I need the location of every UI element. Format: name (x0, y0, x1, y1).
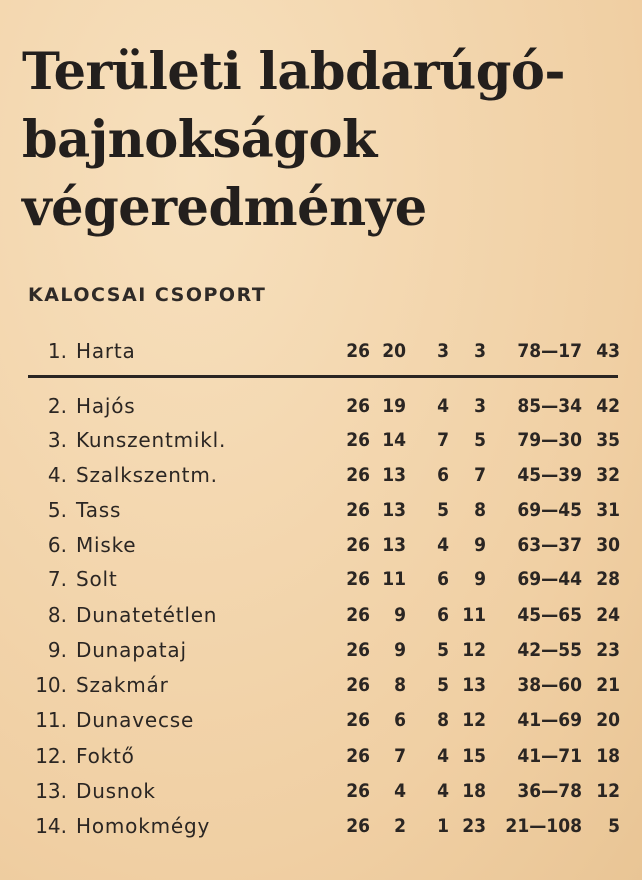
team-rank: 8. (47, 603, 67, 627)
drawn-count: 6 (437, 604, 449, 626)
won-count: 14 (382, 429, 406, 451)
played-count: 26 (346, 674, 370, 696)
team-name: Dunavecse (76, 708, 195, 732)
team-name: Szalkszentm. (76, 463, 218, 487)
lost-count: 13 (462, 674, 486, 696)
lost-count: 7 (474, 464, 486, 486)
won-count: 2 (394, 815, 406, 837)
points-count: 23 (596, 639, 620, 661)
lost-count: 3 (474, 395, 486, 417)
played-count: 26 (346, 780, 370, 802)
points-count: 31 (596, 499, 620, 521)
goal-ratio: 42—55 (517, 639, 582, 661)
team-name: Solt (76, 567, 118, 591)
team-name: Miske (76, 533, 137, 557)
won-count: 4 (394, 780, 406, 802)
title-line: Területi labdarúgó- (22, 42, 566, 102)
played-count: 26 (346, 815, 370, 837)
played-count: 26 (346, 709, 370, 731)
drawn-count: 5 (437, 674, 449, 696)
played-count: 26 (346, 639, 370, 661)
table-divider (28, 375, 618, 378)
points-count: 21 (596, 674, 620, 696)
team-rank: 9. (47, 638, 67, 662)
won-count: 11 (382, 568, 406, 590)
team-name: Tass (76, 498, 122, 522)
points-count: 24 (596, 604, 620, 626)
goal-ratio: 63—37 (517, 534, 582, 556)
lost-count: 5 (474, 429, 486, 451)
team-name: Kunszentmikl. (76, 428, 227, 452)
team-name: Homokmégy (76, 814, 211, 838)
goal-ratio: 69—44 (517, 568, 582, 590)
played-count: 26 (346, 464, 370, 486)
table-row (0, 705, 642, 735)
lost-count: 3 (474, 340, 486, 362)
lost-count: 23 (462, 815, 486, 837)
team-rank: 3. (47, 428, 67, 452)
points-count: 20 (596, 709, 620, 731)
points-count: 42 (596, 395, 620, 417)
won-count: 13 (382, 499, 406, 521)
team-name: Dusnok (76, 779, 156, 803)
lost-count: 9 (474, 534, 486, 556)
goal-ratio: 41—71 (517, 745, 582, 767)
team-rank: 2. (47, 394, 67, 418)
team-rank: 11. (35, 708, 67, 732)
table-row (0, 495, 642, 525)
points-count: 5 (608, 815, 620, 837)
played-count: 26 (346, 604, 370, 626)
team-rank: 6. (47, 533, 67, 557)
points-count: 28 (596, 568, 620, 590)
team-name: Szakmár (76, 673, 169, 697)
goal-ratio: 78—17 (517, 340, 582, 362)
drawn-count: 4 (437, 780, 449, 802)
team-rank: 7. (47, 567, 67, 591)
drawn-count: 7 (437, 429, 449, 451)
points-count: 12 (596, 780, 620, 802)
table-row (0, 425, 642, 455)
points-count: 18 (596, 745, 620, 767)
won-count: 13 (382, 464, 406, 486)
team-rank: 12. (35, 744, 67, 768)
played-count: 26 (346, 745, 370, 767)
lost-count: 12 (462, 709, 486, 731)
team-name: Harta (76, 339, 136, 363)
lost-count: 18 (462, 780, 486, 802)
won-count: 9 (394, 639, 406, 661)
team-name: Hajós (76, 394, 136, 418)
points-count: 43 (596, 340, 620, 362)
played-count: 26 (346, 534, 370, 556)
table-row (0, 391, 642, 421)
goal-ratio: 45—39 (517, 464, 582, 486)
goal-ratio: 79—30 (517, 429, 582, 451)
goal-ratio: 36—78 (517, 780, 582, 802)
table-row (0, 564, 642, 594)
won-count: 19 (382, 395, 406, 417)
goal-ratio: 85—34 (517, 395, 582, 417)
lost-count: 12 (462, 639, 486, 661)
played-count: 26 (346, 499, 370, 521)
goal-ratio: 45—65 (517, 604, 582, 626)
title-line: végeredménye (22, 178, 427, 238)
won-count: 20 (382, 340, 406, 362)
played-count: 26 (346, 395, 370, 417)
table-row (0, 811, 642, 841)
team-name: Dunatetétlen (76, 603, 218, 627)
team-name: Foktő (76, 744, 135, 768)
table-row (0, 600, 642, 630)
drawn-count: 6 (437, 464, 449, 486)
won-count: 13 (382, 534, 406, 556)
played-count: 26 (346, 568, 370, 590)
drawn-count: 5 (437, 639, 449, 661)
drawn-count: 4 (437, 745, 449, 767)
won-count: 7 (394, 745, 406, 767)
lost-count: 8 (474, 499, 486, 521)
title-line: bajnokságok (22, 110, 377, 170)
lost-count: 9 (474, 568, 486, 590)
goal-ratio: 21—108 (505, 815, 582, 837)
lost-count: 15 (462, 745, 486, 767)
won-count: 8 (394, 674, 406, 696)
played-count: 26 (346, 429, 370, 451)
goal-ratio: 69—45 (517, 499, 582, 521)
lost-count: 11 (462, 604, 486, 626)
points-count: 30 (596, 534, 620, 556)
drawn-count: 5 (437, 499, 449, 521)
group-title: KALOCSAI CSOPORT (28, 284, 267, 306)
drawn-count: 8 (437, 709, 449, 731)
table-row (0, 460, 642, 490)
drawn-count: 3 (437, 340, 449, 362)
team-name: Dunapataj (76, 638, 187, 662)
drawn-count: 4 (437, 534, 449, 556)
table-row (0, 741, 642, 771)
team-rank: 4. (47, 463, 67, 487)
table-row (0, 670, 642, 700)
played-count: 26 (346, 340, 370, 362)
points-count: 35 (596, 429, 620, 451)
team-rank: 1. (47, 339, 67, 363)
won-count: 6 (394, 709, 406, 731)
goal-ratio: 38—60 (517, 674, 582, 696)
goal-ratio: 41—69 (517, 709, 582, 731)
drawn-count: 4 (437, 395, 449, 417)
won-count: 9 (394, 604, 406, 626)
article-title (22, 38, 565, 242)
team-rank: 13. (35, 779, 67, 803)
table-row (0, 336, 642, 366)
table-row (0, 635, 642, 665)
drawn-count: 6 (437, 568, 449, 590)
points-count: 32 (596, 464, 620, 486)
drawn-count: 1 (437, 815, 449, 837)
table-row (0, 530, 642, 560)
team-rank: 5. (47, 498, 67, 522)
table-row (0, 776, 642, 806)
team-rank: 10. (35, 673, 67, 697)
team-rank: 14. (35, 814, 67, 838)
